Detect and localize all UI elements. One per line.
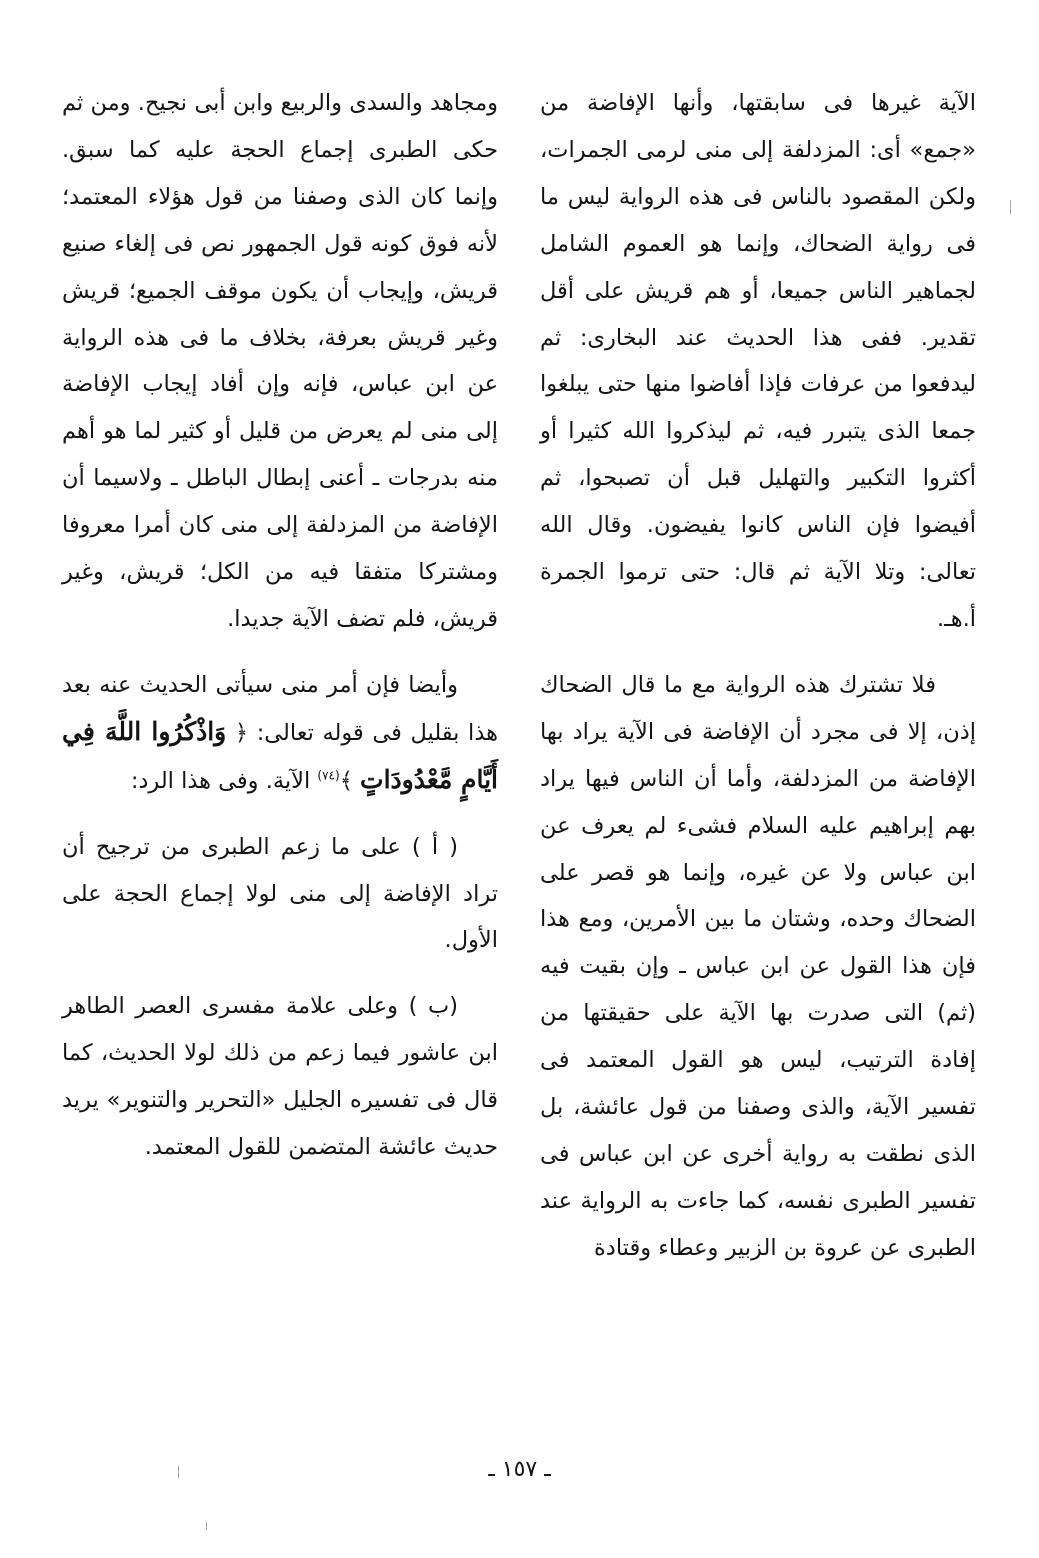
right-paragraph-2: فلا تشترك هذه الرواية مع ما قال الضحاك إذن، إلا فى مجرد أن الإفاضة فى الآية يراد بها الإفاضة من المزدلفة، وأما أن الناس فيها يراد بهم إبراهيم عليه السلام فشىء لم يعرف عن ابن عباس ولا عن غيره، وإنما هو قصر على الضحاك وحده، وشتان ما بين الأمرين، ومع هذا فإن هذا القول عن ابن عباس ـ وإن بقيت فيه (ثم) التى صدرت بها الآية على حقيقتها من إفادة الترتيب، ليس هو القول المعتمد فى تفسير الآية، والذى وصفنا من قول عائشة، بل الذى نطقت به رواية أخرى عن ابن عباس فى تفسير الطبرى نفسه، كما جاءت به الرواية عند الطبرى عن عروة بن الزبير وعطاء وقتادة [540, 671, 976, 1261]
footnote-marker: (٧٤) [317, 768, 340, 783]
right-paragraph-1: الآية غيرها فى سابقتها، وأنها الإفاضة من «جمع» أى: المزدلفة إلى منى لرمى الجمرات، ولكن المقصود بالناس فى هذه الرواية ليس ما فى رواية الضحاك، وإنما هو العموم الشامل لجماهير الناس جميعا، أو هم قريش على أقل تقدير. ففى هذا الحديث عند البخارى: ثم ليدفعوا من عرفات فإذا أفاضوا منها حتى يبلغوا جمعا الذى يتبرر فيه، ثم ليذكروا الله كثيرا أو أكثروا التكبير والتهليل قبل أن تصبحوا، ثم أفيضوا فإن الناس كانوا يفيضون. وقال الله تعالى: وتلا الآية ثم قال: حتى ترموا الجمرة أ.هـ. [540, 90, 976, 632]
left-paragraph-3: ( أ ) على ما زعم الطبرى من ترجيح أن تراد الإفاضة إلى منى لولا إجماع الحجة على الأول. [62, 833, 498, 954]
quran-bracket-open: ﴿ [234, 719, 249, 746]
verse-outro-text: الآية. وفى هذا الرد: [130, 767, 311, 794]
left-paragraph-4: (ب ) وعلى علامة مفسرى العصر الطاهر ابن عاشور فيما زعم من ذلك لولا الحديث، كما قال فى تفسيره الجليل «التحرير والتنوير» يريد حديث عائشة المتضمن للقول المعتمد. [62, 993, 498, 1161]
quran-bracket-close: ﴾ [339, 767, 353, 794]
quran-verse: وَاذْكُرُوا اللَّهَ فِي أَيَّامٍ مَّعْدُودَاتٍ [62, 716, 498, 794]
right-column [540, 80, 976, 1440]
left-paragraph-2 [62, 662, 498, 805]
left-column [62, 80, 498, 1440]
verse-intro-text: وأيضا فإن أمر منى سيأتى الحديث عنه بعد هذا بقليل فى قوله تعالى: [62, 671, 498, 746]
left-paragraph-1: ومجاهد والسدى والربيع وابن أبى نجيح. ومن ثم حكى الطبرى إجماع الحجة عليه كما سبق. وإنما كان الذى وصفنا من قول هؤلاء المعتمد؛ لأنه فوق كونه قول الجمهور نص فى إلغاء صنيع قريش، وإيجاب أن يكون موقف الجميع؛ قريش وغير قريش بعرفة، بخلاف ما فى هذه الرواية عن ابن عباس، فإنه وإن أفاد إيجاب الإفاضة إلى منى لم يعرض من قليل أو كثير لما هو أهم منه بدرجات ـ أعنى إبطال الباطل ـ ولاسيما أن الإفاضة من المزدلفة إلى منى كان أمرا معروفا ومشتركا متفقا فيه من الكل؛ قريش، وغير قريش، فلم تضف الآية جديدا. [62, 90, 498, 632]
scan-speck [206, 1522, 207, 1530]
page-number: ـ ١٥٧ ـ [488, 1457, 551, 1482]
text-columns [62, 80, 976, 1440]
scan-speck [178, 1466, 179, 1478]
scan-speck [1010, 200, 1011, 214]
